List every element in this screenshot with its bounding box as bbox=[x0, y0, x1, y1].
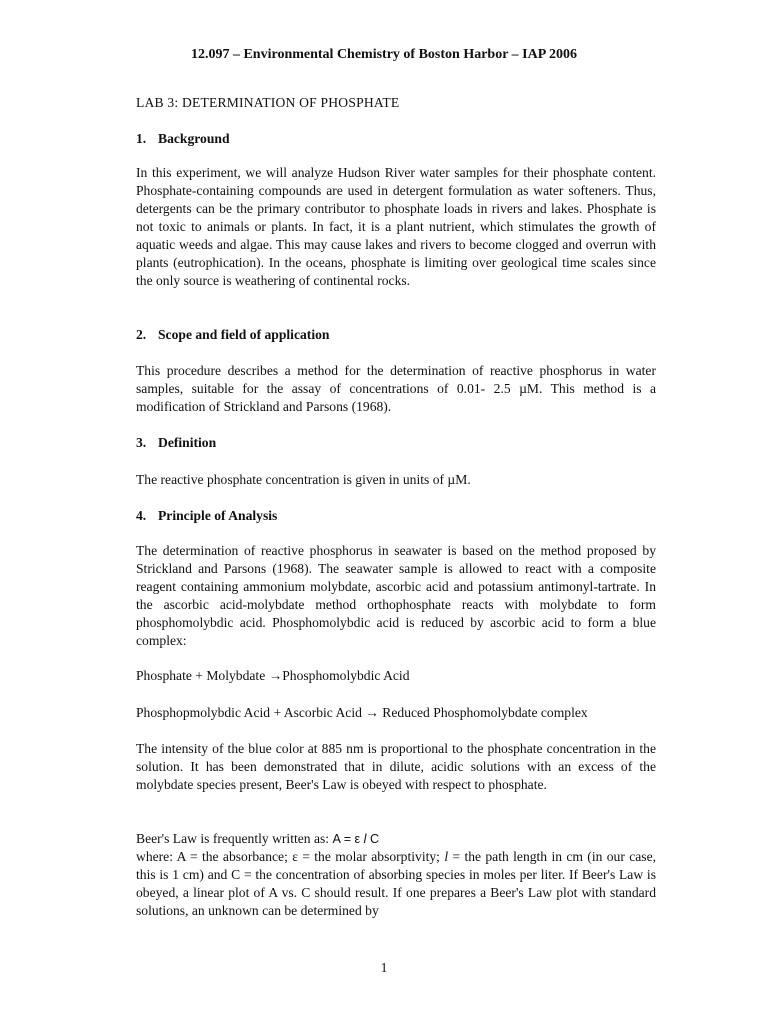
section-heading-principle bbox=[136, 507, 656, 525]
section-number: 2. bbox=[136, 327, 147, 342]
principle-paragraph: The determination of reactive phosphorus in seawater is based on the method proposed by Strickland and Parsons (1968). The seawater sample is allowed to react with a composite reagent containing ammonium molybdate, ascorbic acid and potassium antimonyl-tartrate. In the ascorbic acid-molybdate method orthophosphate reacts with molybdate to form phosphomolybdic acid. Phosphomolybdic acid is reduced by ascorbic acid to form a blue complex: bbox=[136, 543, 656, 648]
beer-law-equation-l: l bbox=[363, 832, 367, 846]
scope-paragraph: This procedure describes a method for the determination of reactive phosphorus in water samples, suitable for the assay of concentrations of 0.01- 2.5 µM. This method is a modification of Strickland and Parsons (1968). bbox=[136, 363, 656, 414]
beer-law-definitions bbox=[136, 848, 656, 920]
where-rest: = the path length in cm (in our case, this is 1 cm) and C = the concentration of absorbing species in moles per liter. If Beer's Law is obeyed, a linear plot of A vs. C should result. If one prepares a Beer's Law plot with standard solutions, an unknown can be determined by bbox=[136, 849, 657, 918]
reaction-equation-1: Phosphate + Molybdate →Phosphomolybdic Acid bbox=[136, 668, 410, 683]
section-number: 1. bbox=[136, 131, 147, 146]
course-header: 12.097 – Environmental Chemistry of Boston Harbor – IAP 2006 bbox=[190, 47, 578, 62]
section-heading-scope bbox=[136, 326, 656, 344]
beer-law-formula-line bbox=[136, 830, 656, 848]
where-text: where: A = the absorbance; ε = the molar absorptivity; bbox=[136, 849, 445, 864]
beer-law-paragraph: The intensity of the blue color at 885 nm is proportional to the phosphate concentration in the solution. It has been demonstrated that in dilute, acidic solutions with an excess of the molybdate species present, Beer's Law is obeyed with respect to phosphate. bbox=[136, 741, 656, 792]
lab-title: LAB 3: DETERMINATION OF PHOSPHATE bbox=[136, 95, 400, 110]
reaction-equation-2: Phosphopmolybdic Acid + Ascorbic Acid → Reduced Phosphomolybdate complex bbox=[136, 705, 588, 720]
section-number: 3. bbox=[136, 435, 147, 450]
section-number: 4. bbox=[136, 508, 147, 523]
beer-law-equation-c: C bbox=[366, 832, 380, 846]
definition-paragraph: The reactive phosphate concentration is given in units of µM. bbox=[136, 472, 471, 487]
beer-law-intro: Beer's Law is frequently written as: bbox=[136, 831, 333, 846]
page-number: 1 bbox=[380, 960, 388, 975]
section-heading-background bbox=[136, 130, 656, 148]
where-l: l bbox=[444, 849, 449, 864]
beer-law-equation-a: A = ε bbox=[332, 832, 364, 846]
background-paragraph: In this experiment, we will analyze Hudson River water samples for their phosphate content. Phosphate-containing compounds are used in detergent formulation as water softeners. Thus, detergents can be the primary contributor to phosphate loads in rivers and lakes. Phosphate is not toxic to animals or plants. In fact, it is a plant nutrient, which stimulates the growth of aquatic weeds and algae. This may cause lakes and rivers to become clogged and overrun with plants (eutrophication). In the oceans, phosphate is limiting over geological time scales since the only source is weathering of continental rocks. bbox=[136, 165, 656, 288]
section-heading-definition bbox=[136, 434, 656, 452]
section-title: Definition bbox=[158, 435, 217, 450]
section-title: Scope and field of application bbox=[158, 327, 330, 342]
section-title: Background bbox=[158, 131, 230, 146]
section-title: Principle of Analysis bbox=[158, 508, 278, 523]
